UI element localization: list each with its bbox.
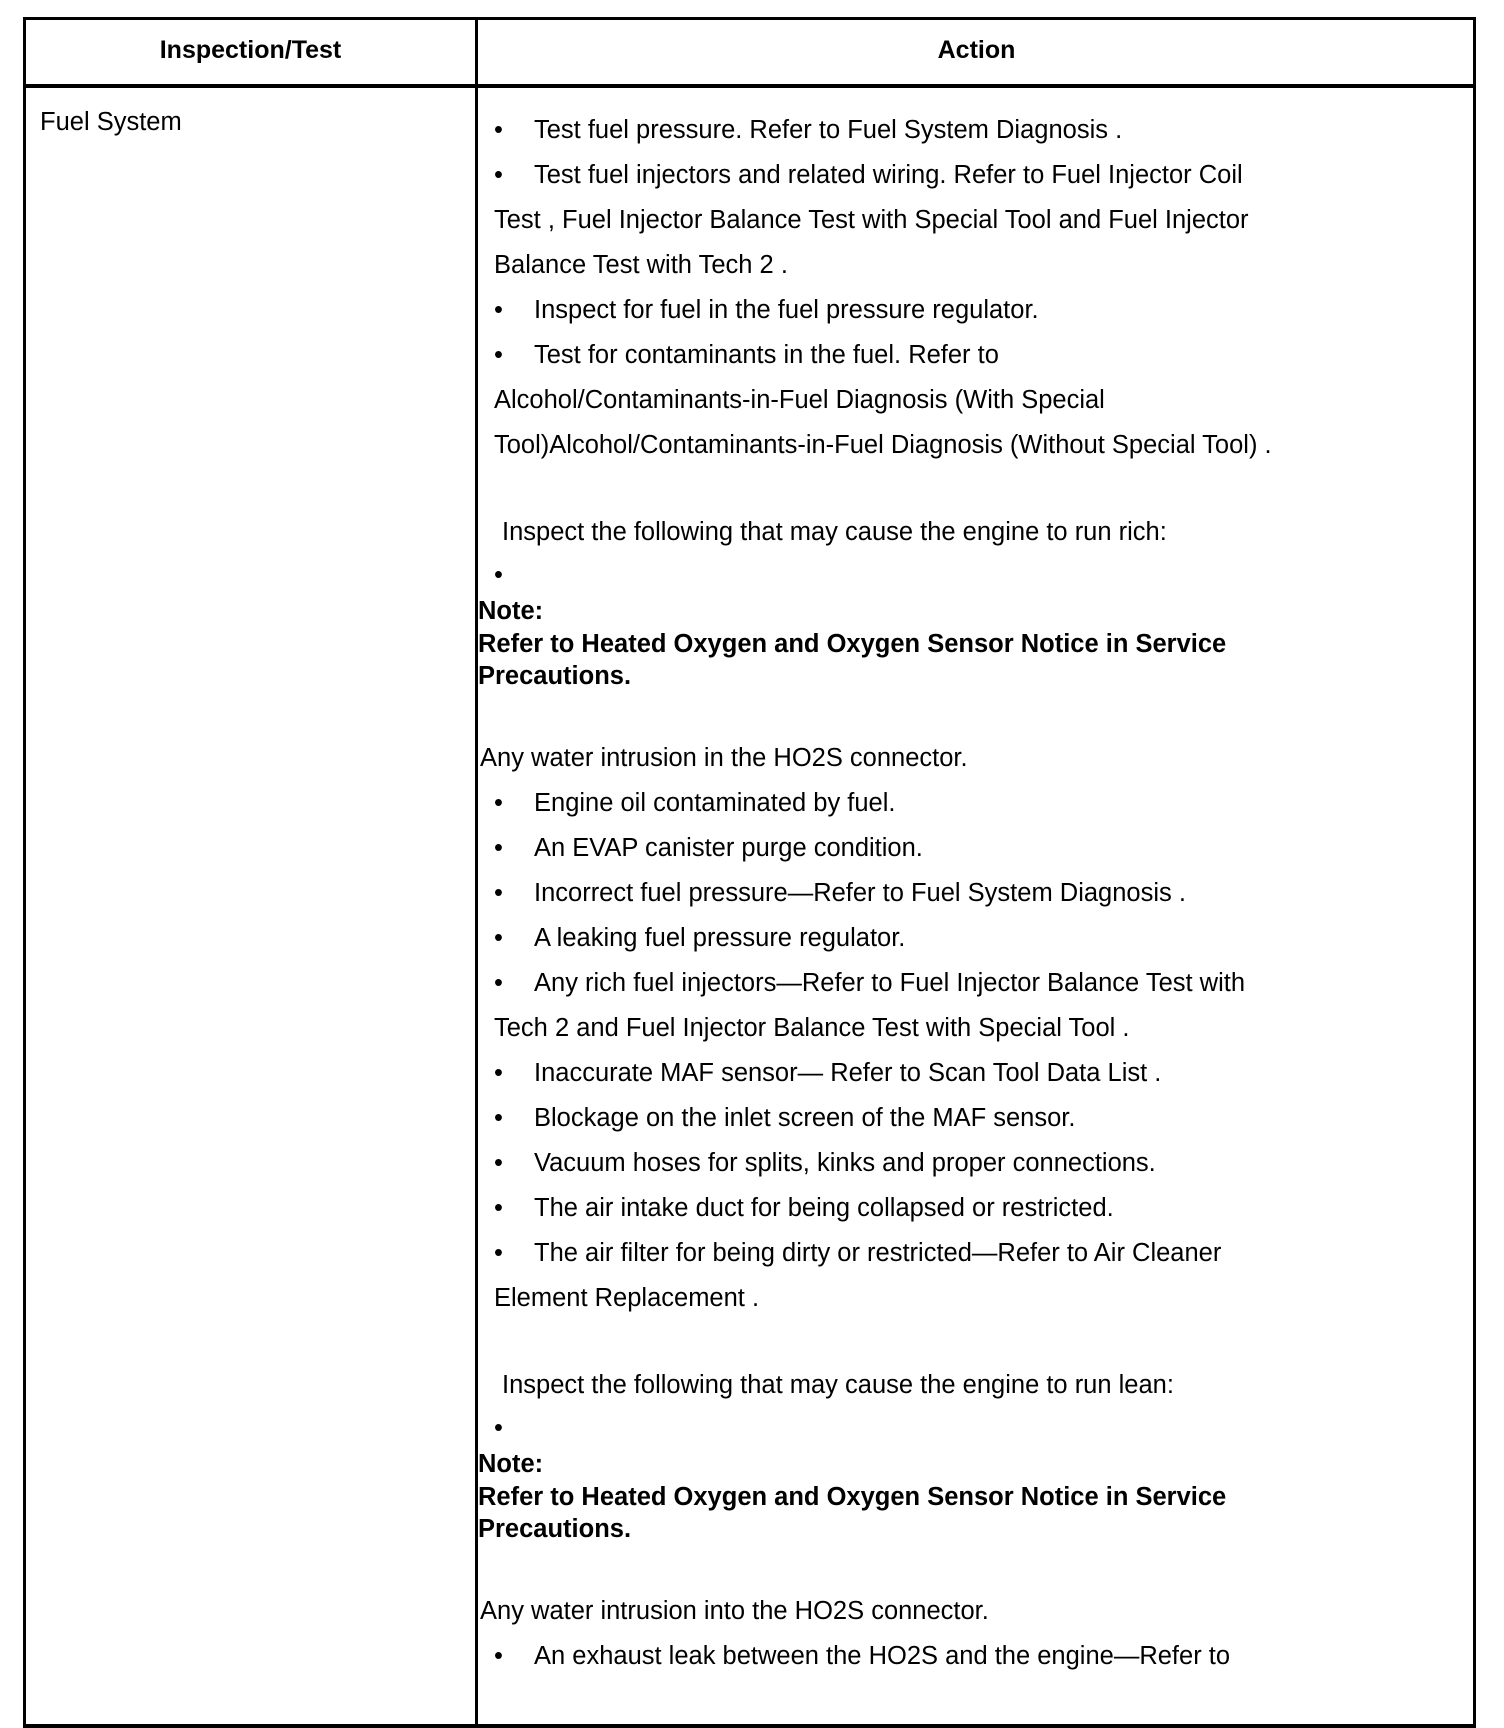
list-item: • Test for contaminants in the fuel. Refer to xyxy=(478,333,1468,378)
list-item: • Test fuel injectors and related wiring. Refer to Fuel Injector Coil xyxy=(478,153,1468,198)
bullet-icon: • xyxy=(494,834,503,862)
list-item: • Any rich fuel injectors—Refer to Fuel Injector Balance Test with xyxy=(478,961,1468,1006)
list-item: • The air intake duct for being collapsed or restricted. xyxy=(478,1186,1468,1231)
list-item: • An EVAP canister purge condition. xyxy=(478,826,1468,871)
bullet-icon: • xyxy=(494,789,503,817)
bullet-icon: • xyxy=(494,1149,503,1177)
list-item: • A leaking fuel pressure regulator. xyxy=(478,916,1468,961)
note-label: Note: xyxy=(478,1450,544,1478)
header-inspection-test: Inspection/Test xyxy=(159,36,342,64)
list-item: • Engine oil contaminated by fuel. xyxy=(478,781,1468,826)
list-item-continuation: Alcohol/Contaminants-in-Fuel Diagnosis (With Special xyxy=(494,386,1105,414)
list-item-continuation: Element Replacement . xyxy=(494,1284,760,1312)
list-item: • Incorrect fuel pressure—Refer to Fuel System Diagnosis . xyxy=(478,871,1468,916)
table-bottom-border xyxy=(23,1724,1476,1728)
bullet-icon: • xyxy=(494,1104,503,1132)
list-item-continuation: Tech 2 and Fuel Injector Balance Test with Special Tool . xyxy=(494,1014,1130,1042)
list-item-continuation: Tool)Alcohol/Contaminants-in-Fuel Diagnosis (Without Special Tool) . xyxy=(494,431,1272,459)
header-divider xyxy=(23,84,1476,88)
list-item-continuation: Test , Fuel Injector Balance Test with Special Tool and Fuel Injector xyxy=(494,206,1249,234)
water-intrusion-text: Any water intrusion into the HO2S connector. xyxy=(480,1597,989,1625)
bullet-icon: • xyxy=(494,341,503,369)
bullet-icon: • xyxy=(494,561,503,589)
water-intrusion-text: Any water intrusion in the HO2S connector. xyxy=(480,744,968,772)
header-action: Action xyxy=(937,36,1016,64)
list-item: • Test fuel pressure. Refer to Fuel System Diagnosis . xyxy=(478,108,1468,153)
lean-intro: Inspect the following that may cause the engine to run lean: xyxy=(502,1371,1174,1399)
bullet-icon: • xyxy=(494,1239,503,1267)
action-cell xyxy=(478,108,1468,1679)
note-label: Note: xyxy=(478,597,544,625)
bullet-icon: • xyxy=(494,161,503,189)
bullet-icon: • xyxy=(494,1059,503,1087)
bullet-icon: • xyxy=(494,924,503,952)
note-text: Precautions. xyxy=(478,662,632,690)
bullet-icon: • xyxy=(494,879,503,907)
list-item: • The air filter for being dirty or restricted—Refer to Air Cleaner xyxy=(478,1231,1468,1276)
bullet-icon: • xyxy=(494,296,503,324)
bullet-icon: • xyxy=(494,969,503,997)
list-item: • An exhaust leak between the HO2S and the engine—Refer to xyxy=(478,1634,1468,1679)
note-text: Precautions. xyxy=(478,1515,632,1543)
note-text: Refer to Heated Oxygen and Oxygen Sensor Notice in Service xyxy=(478,630,1227,658)
list-item: • Inspect for fuel in the fuel pressure regulator. xyxy=(478,288,1468,333)
list-item-continuation: Balance Test with Tech 2 . xyxy=(494,251,788,279)
list-item: • Blockage on the inlet screen of the MAF sensor. xyxy=(478,1096,1468,1141)
bullet-icon: • xyxy=(494,116,503,144)
list-item: • Inaccurate MAF sensor— Refer to Scan Tool Data List . xyxy=(478,1051,1468,1096)
list-item: • Vacuum hoses for splits, kinks and proper connections. xyxy=(478,1141,1468,1186)
bullet-icon: • xyxy=(494,1414,503,1442)
bullet-icon: • xyxy=(494,1642,503,1670)
rich-intro: Inspect the following that may cause the engine to run rich: xyxy=(502,518,1167,546)
inspection-cell-fuel-system: Fuel System xyxy=(40,108,182,136)
bullet-icon: • xyxy=(494,1194,503,1222)
note-text: Refer to Heated Oxygen and Oxygen Sensor Notice in Service xyxy=(478,1483,1227,1511)
